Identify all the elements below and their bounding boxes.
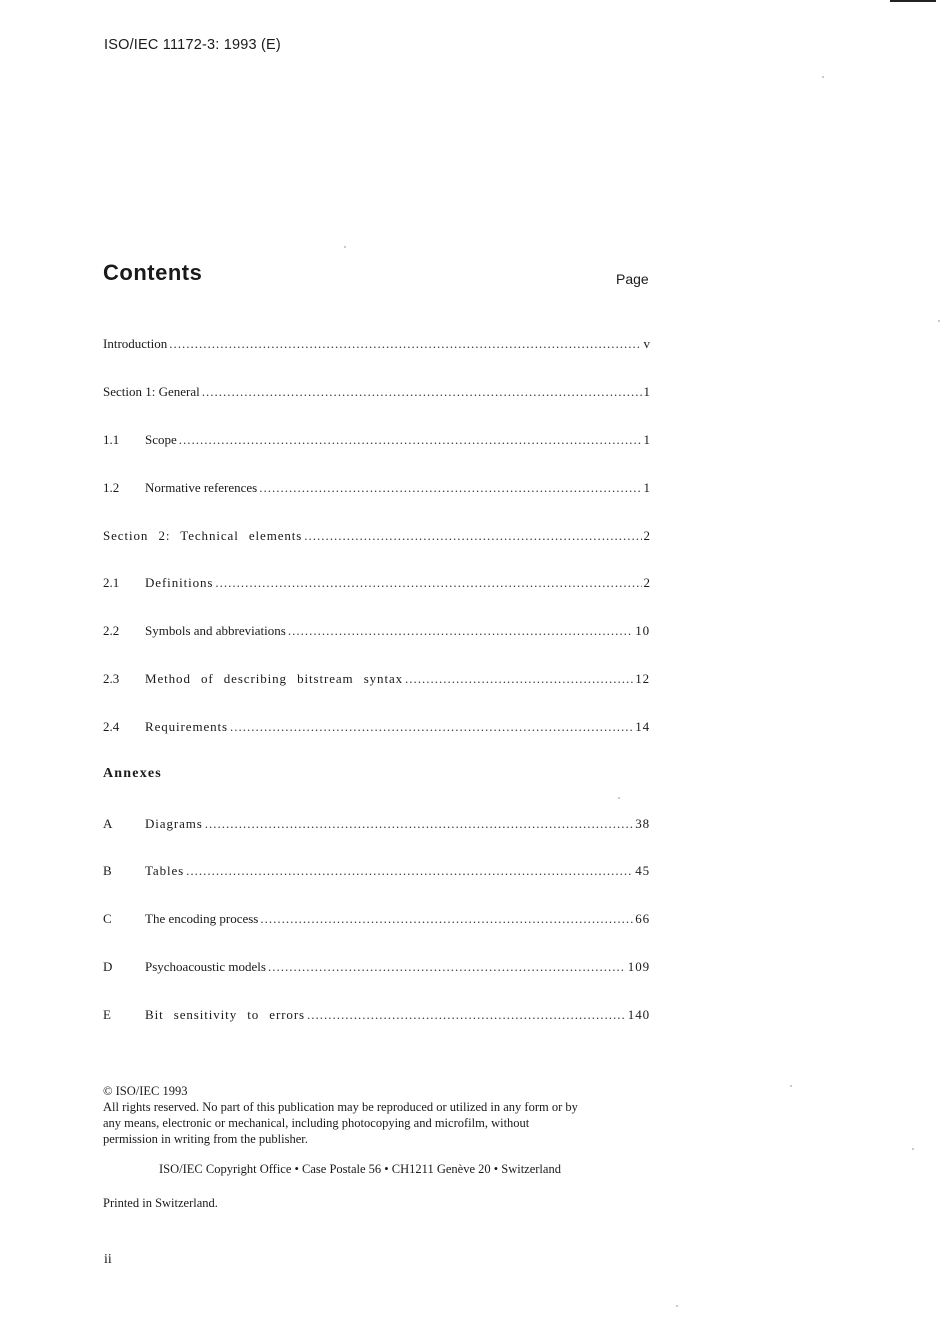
copyright-office-address: ISO/IEC Copyright Office • Case Postale 56 • CH1211 Genève 20 • Switzerland	[159, 1162, 561, 1176]
toc-entry-1-1[interactable]	[103, 432, 650, 450]
annex-letter: D	[103, 959, 113, 974]
annex-title: Psychoacoustic models	[145, 959, 266, 974]
toc-entry-introduction[interactable]	[103, 336, 650, 354]
annexes-heading: Annexes	[103, 766, 162, 781]
annex-page: 45	[635, 863, 650, 878]
toc-entry-page: 2	[643, 528, 650, 543]
toc-entry-page: 12	[635, 671, 650, 686]
toc-entry-title: Method of describing bitstream syntax	[145, 671, 404, 686]
top-edge-rule	[890, 0, 936, 2]
toc-entry-number: 2.1	[103, 575, 120, 590]
annex-title: Diagrams	[145, 816, 203, 831]
annex-letter: E	[103, 1007, 111, 1022]
toc-entry-title: Normative references	[145, 480, 258, 495]
dot-leader	[186, 863, 633, 879]
toc-entry-title: Definitions	[145, 575, 214, 590]
toc-entry-page: 10	[635, 623, 650, 638]
dot-leader	[288, 623, 633, 639]
page-column-label: Page	[616, 271, 649, 287]
annex-letter: A	[103, 816, 113, 831]
toc-entry-page: 2	[643, 575, 650, 590]
rights-line: any means, electronic or mechanical, including photocopying and microfilm, without	[103, 1116, 530, 1130]
toc-entry-page: 1	[643, 480, 650, 495]
document-header: ISO/IEC 11172-3: 1993 (E)	[104, 37, 281, 53]
annex-title: The encoding process	[145, 911, 259, 926]
dot-leader	[405, 671, 633, 687]
annex-letter: C	[103, 911, 112, 926]
toc-entry-2-2[interactable]	[103, 623, 650, 641]
dot-leader	[307, 1007, 626, 1023]
toc-entry-page: 1	[643, 384, 650, 399]
toc-entry-title: Section 2: Technical elements	[103, 528, 303, 543]
dot-leader	[304, 528, 641, 544]
toc-entry-title: Requirements	[145, 719, 229, 734]
toc-entry-page: 1	[643, 432, 650, 447]
toc-entry-2-4[interactable]	[103, 719, 650, 737]
rights-line: All rights reserved. No part of this publication may be reproduced or utilized in any form or by	[103, 1100, 578, 1114]
dot-leader	[230, 719, 633, 735]
toc-entry-number: 1.1	[103, 432, 120, 447]
scan-speck	[676, 1305, 678, 1307]
annex-entry-e[interactable]	[103, 1007, 650, 1025]
toc-entry-1-2[interactable]	[103, 480, 650, 498]
dot-leader	[179, 432, 642, 448]
toc-entry-number: 2.3	[103, 671, 120, 686]
rights-line: permission in writing from the publisher.	[103, 1132, 308, 1146]
scan-speck	[790, 1085, 792, 1087]
annex-entry-a[interactable]	[103, 816, 650, 834]
annex-entry-b[interactable]	[103, 863, 650, 881]
page-number: ii	[104, 1252, 112, 1267]
annex-title: Bit sensitivity to errors	[145, 1007, 306, 1022]
annex-page: 38	[635, 816, 650, 831]
dot-leader	[205, 816, 633, 832]
toc-entry-2-3[interactable]	[103, 671, 650, 689]
toc-entry-page: v	[643, 336, 650, 351]
annex-page: 66	[635, 911, 650, 926]
dot-leader	[215, 575, 641, 591]
toc-entry-title: Scope	[145, 432, 177, 447]
dot-leader	[169, 336, 641, 352]
toc-entry-number: 2.2	[103, 623, 120, 638]
dot-leader	[260, 911, 633, 927]
annex-entry-d[interactable]	[103, 959, 650, 977]
annex-page: 140	[627, 1007, 650, 1022]
copyright-line: © ISO/IEC 1993	[103, 1084, 188, 1098]
scan-speck	[938, 320, 940, 322]
copyright-notice	[103, 1083, 683, 1147]
printed-in-line: Printed in Switzerland.	[103, 1196, 218, 1210]
dot-leader	[202, 384, 642, 400]
scan-speck	[912, 1148, 914, 1150]
toc-entry-title: Section 1: General	[103, 384, 200, 399]
toc-entry-2-1[interactable]	[103, 575, 650, 593]
scan-speck	[618, 797, 620, 799]
annex-entry-c[interactable]	[103, 911, 650, 929]
dot-leader	[268, 959, 626, 975]
toc-entry-section-1[interactable]	[103, 384, 650, 402]
toc-entry-section-2[interactable]	[103, 528, 650, 546]
annex-title: Tables	[145, 863, 185, 878]
dot-leader	[259, 480, 641, 496]
toc-entry-number: 2.4	[103, 719, 120, 734]
scan-speck	[344, 246, 346, 248]
contents-title: Contents	[103, 260, 203, 285]
toc-entry-page: 14	[635, 719, 650, 734]
annex-letter: B	[103, 863, 112, 878]
scan-speck	[822, 76, 824, 78]
toc-entry-title: Introduction	[103, 336, 168, 351]
toc-entry-number: 1.2	[103, 480, 120, 495]
toc-entry-title: Symbols and abbreviations	[145, 623, 286, 638]
annex-page: 109	[627, 959, 650, 974]
